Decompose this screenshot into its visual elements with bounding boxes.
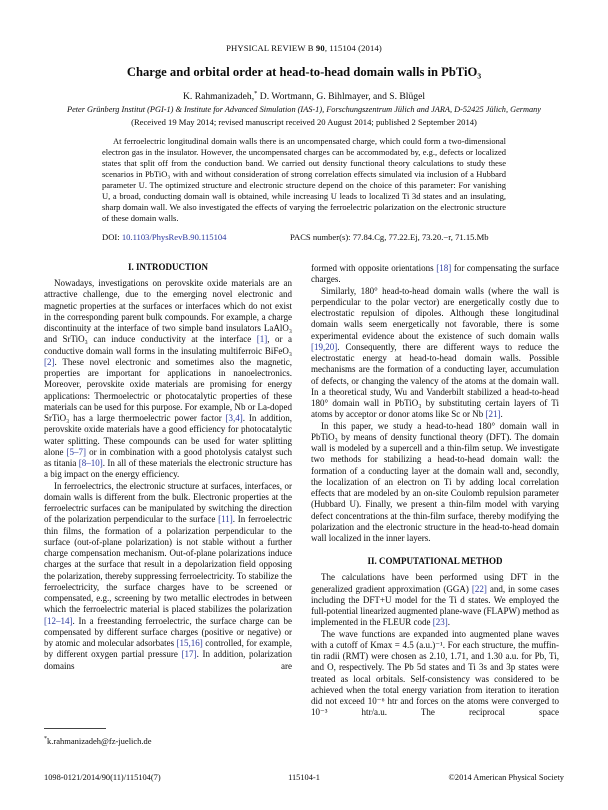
journal-name: PHYSICAL REVIEW B (226, 43, 316, 53)
footer-issn-info: 1098-0121/2014/90(11)/115104(7) (44, 773, 161, 782)
paragraph: The calculations have been performed using DFT in the generalized gradient approximation (GGA) [22] and, in some cases including the DFT+U model for the Ti d states. We employed the full-potential linearized augmented plane-wave (FLAPW) method as implemented in the FLEUR code [23]. (311, 572, 559, 628)
running-head (44, 0, 564, 53)
citation-link[interactable]: [12–14] (44, 615, 73, 626)
paragraph: Nowadays, investigations on perovskite oxide materials are an attractive challenge, due to the emerging novel electronic and magnetic properties at the surfaces or interfaces which do not exist in the corresponding parent bulk compounds. For example, a charge discontinuity at the interface of two simple band insulators LaAlO₃ and SrTiO₃ can induce conductivity at the interface [1], or a conductive domain wall forms in the insulating multiferroic BiFeO₃ [2]. These novel electronic and sometimes also the magnetic, properties are important for applications in nanoelectronics. Moreover, perovskite oxide materials are promising for energy applications: Thermoelectric or photocatalytic properties of these materials can be used for this purpose. For example, Nb or La-doped SrTiO₃ has a large thermoelectric power factor [3,4]. In addition, perovskite oxide materials have a good efficiency for photocatalytic water splitting. These compounds can be used for water splitting alone [5–7] or in combination with a good photolysis catalyst such as titania [8–10]. In all of these materials the electronic structure has a big impact on the energy efficiency. (44, 278, 292, 480)
left-column (44, 254, 292, 748)
footer-page-number: 115104-1 (288, 773, 320, 782)
citation-link[interactable]: [21] (485, 409, 501, 420)
paper-title: Charge and orbital order at head-to-head domain walls in PbTiO₃ (126, 65, 482, 79)
citation-link[interactable]: [3,4] (225, 413, 243, 424)
author-line (44, 90, 564, 102)
paragraph: The wave functions are expanded into augmented plane waves with a cutoff of Kmax = 4.5 (a.u.)⁻¹. For each structure, the muffin-tin radii (RMT) were chosen as 2.10, 1.71, and 1.30 a.u. for Pb, Ti, and O, respectively. The Pb 5d states and Ti 3s and 3p states were treated as local orbitals. Self-consistency was considered to be achieved when the total energy variation from iteration to iteration did not exceed 10⁻⁶ htr and forces on the atoms were converged to 10⁻³ htr/a.u. The reciprocal space (311, 628, 559, 718)
right-column (311, 254, 559, 748)
citation-link[interactable]: [23] (432, 617, 448, 628)
paragraph: In ferroelectrics, the electronic structure at surfaces, interfaces, or domain walls is different from the bulk. Electronic properties at the ferroelectric surfaces can be manipulated by switching the direction of the polarization perpendicular to the surface [11]. In ferroelectric thin films, the formation of a polarization perpendicular to the surface (out-of-plane polarization) is not stable without a further charge compensation mechanism. Out-of-plane polarizations induce charges at the surface that result in a depolarization field opposing the polarization, thereby suppressing ferroelectricity. To stabilize the ferroelectricity, the surface charges have to be screened or compensated, e.g., screening by two metallic electrodes in between which the ferroelectric material is placed stabilizes the polarization [12–14]. In a freestanding ferroelectric, the surface charge can be compensated by different surface charges (positive or negative) or by atomic and molecular adsorbates [15,16] controlled, for example, by different oxygen partial pressure [17]. In addition, polarization domains are (44, 480, 292, 671)
footnote-email: k.rahmanizadeh@fz-juelich.de (47, 736, 152, 747)
paragraph: Similarly, 180° head-to-head domain walls (where the wall is perpendicular to the polar vector) are energetically costly due to electrostatic repulsion of dipoles. Although these longitudinal domain walls seem energetically not favorable, there is some experimental evidence about the existence of such domain walls [19,20]. Consequently, there are different ways to reduce the electrostatic energy at head-to-head domain walls. Possible mechanisms are the formation of a conducting layer, accumulation of defects, or changing the valency of the atoms at the domain wall. In a theoretical study, Wu and Vanderbilt stabilized a head-to-head 180° domain wall in PbTiO₃ by substituting certain layers of Ti atoms by acceptor or donor atoms like Sc or Nb [21]. (311, 285, 559, 420)
footnote-divider (44, 728, 106, 729)
paragraph: In this paper, we study a head-to-head 180° domain wall in PbTiO₃ by means of density functional theory (DFT). The domain wall is modeled by a supercell and a thin-film setup. We investigate two methods for stabilizing a head-to-head domain wall: the formation of a conducting layer at the domain wall and, secondly, the localization of an electron on Ti by adding local correlation effects that are modeled by an on-site Coulomb repulsion parameter (Hubbard U). Finally, we present a thin-film model with varying defect concentrations at the thin-film surface, thereby modifying the polarization and the electronic structure in the head-to-head domain wall localized in the inner layers. (311, 420, 559, 544)
doi-label: DOI: (102, 232, 120, 243)
pacs-numbers: PACS number(s): 77.84.Cg, 77.22.Ej, 73.20.−r, 71.15.Mb (290, 232, 489, 243)
author-names-2: D. Wortmann, G. Bihlmayer, and S. Blügel (257, 91, 425, 103)
footnote-text (44, 736, 292, 746)
doi-pacs-row (102, 232, 506, 242)
abstract: At ferroelectric longitudinal domain walls there is an uncompensated charge, which could form a two-dimensional electron gas in the insulator. However, the uncompensated charges can be accommodated by, e.g., defects or localized states that split off from the conduction band. We carried out density functional theory calculations to study these scenarios in PbTiO₃ with and without consideration of strong correlation effects simulated via inclusion of a Hubbard parameter U. The optimized structure and electronic structure depend on the choice of this parameter: For vanishing U, a broad, conducting domain wall is obtained, while increasing U leads to localized Ti 3d states and an insulating, sharp domain wall. We also investigated the effects of varying the ferroelectric polarization on the electronic structure of these domain walls. (102, 136, 506, 224)
journal-issue-info: , 115104 (2014) (324, 43, 382, 53)
citation-link[interactable]: [5–7] (66, 446, 87, 457)
affiliation: Peter Grünberg Institut (PGI-1) & Institute for Advanced Simulation (IAS-1), Forschungszentrum Jülich and JARA, D-52425 Jülich, Germany (67, 105, 541, 115)
section-heading-introduction: I. INTRODUCTION (127, 262, 208, 273)
author-footnote-marker: * (254, 90, 258, 97)
footer-copyright: ©2014 American Physical Society (448, 773, 564, 782)
paragraph-continuation: formed with opposite orientations [18] for compensating the surface charges. (311, 263, 559, 285)
journal-volume: 90 (315, 43, 325, 53)
citation-link[interactable]: [15,16] (176, 638, 203, 649)
citation-link[interactable]: [8–10] (78, 458, 103, 469)
page-footer (44, 773, 564, 782)
doi-link[interactable]: 10.1103/PhysRevB.90.115104 (121, 232, 227, 243)
citation-link[interactable]: [19,20] (311, 341, 338, 352)
footnote-block (44, 728, 292, 748)
section-heading-computational-method: II. COMPUTATIONAL METHOD (367, 556, 503, 567)
received-dates: (Received 19 May 2014; revised manuscript received 20 August 2014; published 2 September 2014) (131, 117, 477, 128)
citation-link[interactable]: [2] (44, 356, 55, 367)
two-column-body (44, 254, 564, 748)
footnote-marker: * (44, 736, 47, 743)
citation-link[interactable]: [17] (181, 649, 197, 660)
citation-link[interactable]: [22] (471, 583, 487, 594)
citation-link[interactable]: [11] (218, 514, 233, 525)
author-names-1: K. Rahmanizadeh, (183, 91, 255, 103)
citation-link[interactable]: [1] (256, 334, 268, 345)
doi-block (102, 232, 290, 242)
citation-link[interactable]: [18] (436, 263, 452, 274)
